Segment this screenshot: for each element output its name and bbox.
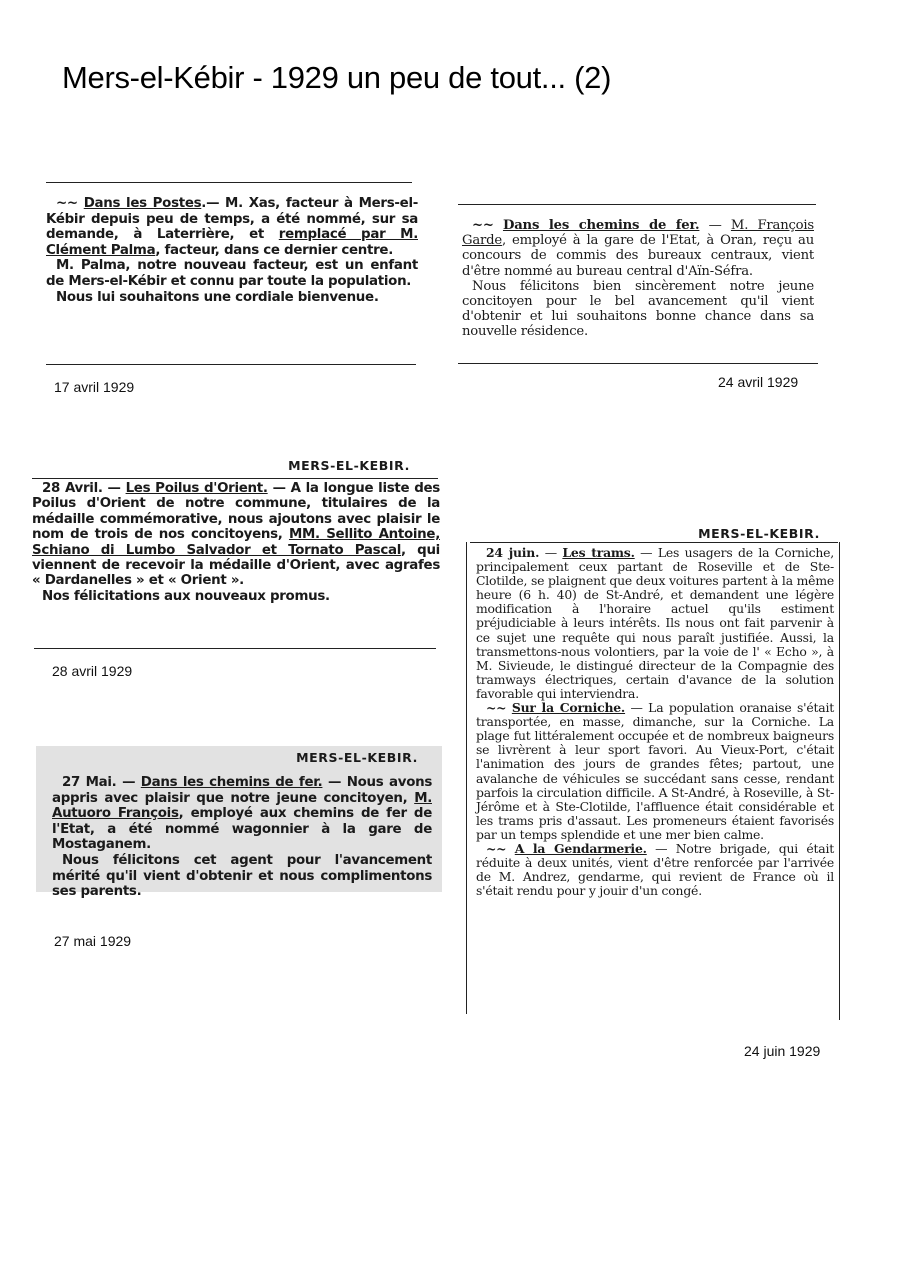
clip5-heading-gendarmerie: A la Gendarmerie. [514, 840, 647, 856]
clip2-paragraph-2: Nous félicitons bien sincèrement notre jeune concitoyen pour le bel avancement qu'il vient d'obtenir et lui souhaitons bonne chance dans sa nouvelle résidence. [462, 278, 814, 340]
clip1-date: 17 avril 1929 [54, 379, 135, 395]
ornament-icon: ~~ [486, 700, 507, 716]
clipping-autuoro [36, 746, 442, 900]
clip5-heading-trams: Les trams. [562, 545, 635, 560]
clip3-bottom-rule [34, 648, 436, 649]
clip4-dash: — [116, 775, 141, 790]
clip5-paragraph-2 [476, 701, 834, 842]
clip5-p1: — Les usagers de la Corniche, principalement ceux partant de Roseville et de Ste-Clotilde, se plaignent que deux voitures partent à la même heure (6 h. 40) de St-André, et demandent une légère modification à l'horaire actuel qu'ils estiment préjudiciable à leurs intérêts. Ils nous ont fait parvenir à ce sujet une requête qui nous paraît justifiée. Aussi, la transmettons-nous volontiers, par la voie de l' « Echo », à M. Sivieude, le distingué directeur de la Compagnie des tramways électriques, certain d'avance de la solution favorable qui interviendra. [476, 545, 834, 701]
clip2-p1-b: , employé à la gare de l'Etat, à Oran, reçu au concours de commis des bureaux centraux, vient d'être nommé au bureau central d'Aïn-Séfra. [462, 233, 814, 279]
clip4-p1-a: — Nous avons appris avec plaisir que notre jeune concitoyen, [52, 775, 432, 806]
clip1-paragraph-1 [46, 196, 418, 258]
clip5-dateline: 24 juin. [486, 545, 540, 560]
clip5-right-rule [839, 542, 840, 1020]
clip4-heading: Dans les chemins de fer. [140, 775, 323, 790]
clipping-poilus-orient [32, 458, 440, 604]
clip5-paragraph-3 [476, 842, 834, 898]
clip2-name: M. François Garde [462, 218, 814, 249]
clip3-top-rule [32, 478, 438, 479]
clip2-date: 24 avril 1929 [718, 374, 799, 390]
clip3-date: 28 avril 1929 [52, 663, 133, 679]
clip1-paragraph-3: Nous lui souhaitons une cordiale bienvenue. [56, 289, 379, 305]
ornament-icon: ~~ [472, 218, 494, 233]
clip5-p2: — La population oranaise s'était transportée, en masse, dimanche, sur la Corniche. La plage fut littéralement occupée et de nombreux baigneurs se livrèrent à leur sport favori. Au Vieux-Port, c'était l'animation des jours de grandes fêtes; partout, une avalanche de véhicules se succédant sans cesse, rendant parfois la circulation difficile. A St-André, à Roseville, à St-Jérôme et à Ste-Clotilde, l'affluence était considérable et les trams pris d'assaut. Les promeneurs étaient favorisés par un temps splendide et une mer bien calme. [476, 700, 834, 842]
clip5-left-rule [466, 542, 467, 1014]
clip4-headline: MERS-EL-KEBIR. [296, 750, 418, 765]
clip1-p1-a: .— M. Xas, facteur à Mers-el-Kébir depuis peu de temps, a été nommé, sur sa demande, à Laterrière, et [46, 196, 418, 243]
clip4-p1-b: , employé aux chemins de fer de l'Etat, a été nommé wagonnier à la gare de Mostaganem. [52, 806, 432, 853]
clipping-trams-corniche [470, 526, 842, 541]
clip1-bottom-rule [46, 364, 416, 365]
page-title: Mers-el-Kébir - 1929 un peu de tout... (2) [62, 60, 612, 95]
clip1-heading: Dans les Postes [83, 196, 202, 211]
clip3-names: MM. Sellito Antoine, Schiano di Lumbo Salvador et Tornato Pascal [32, 527, 440, 558]
clip3-p1-a: — A la longue liste des Poilus d'Orient de notre commune, titulaires de la médaille commémorative, nous ajoutons avec plaisir le nom de trois de nos concitoyens, [32, 481, 440, 543]
clip3-p1-b: , qui viennent de recevoir la médaille d'Orient, avec agrafes « Dardanelles » et « Orient ». [32, 542, 440, 589]
clip5-p3: — Notre brigade, qui était réduite à deux unités, vient d'être renforcée par l'arrivée de M. Andrez, gendarme, qui revient de France où il s'était rendu pour y jouir d'un congé. [476, 840, 835, 899]
clip4-paragraph-2: Nous félicitons cet agent pour l'avancement mérité qu'il vient d'obtenir et nous complimentons ses parents. [52, 852, 432, 900]
clip5-top-rule [470, 542, 838, 543]
clipping-chemins-de-fer-garde [462, 218, 814, 340]
clip1-paragraph-2: M. Palma, notre nouveau facteur, est un enfant de Mers-el-Kébir et connu par toute la population. [46, 258, 418, 289]
clip5-date: 24 juin 1929 [744, 1043, 821, 1059]
clip5-body [476, 546, 834, 898]
clip1-top-rule [46, 182, 412, 183]
clip3-dateline: 28 Avril. [42, 481, 103, 496]
ornament-icon: ~~ [56, 196, 78, 211]
clip2-heading: Dans les chemins de fer. [502, 218, 700, 233]
clipping-postes [46, 196, 418, 305]
clip4-date: 27 mai 1929 [54, 933, 132, 949]
clip2-paragraph-1 [462, 218, 814, 279]
clip4-name: M. Autuoro François [52, 790, 432, 822]
clip3-heading: Les Poilus d'Orient. [125, 481, 268, 496]
clip3-dash: — [102, 481, 126, 496]
clip5-headline: MERS-EL-KEBIR. [698, 526, 820, 541]
clip3-paragraph-2: Nos félicitations aux nouveaux promus. [42, 588, 330, 604]
clip5-dash: — [539, 545, 563, 560]
clip2-top-rule [458, 204, 816, 205]
clip3-paragraph-1 [32, 481, 440, 589]
clip5-heading-corniche: Sur la Corniche. [511, 700, 626, 716]
clip3-headline: MERS-EL-KEBIR. [288, 458, 410, 473]
clip2-bottom-rule [458, 363, 818, 364]
clip1-p1-underlined: remplacé par M. Clément Palma [46, 227, 418, 258]
clip5-paragraph-1 [476, 546, 834, 701]
clip1-p1-b: , facteur, dans ce dernier centre. [155, 242, 393, 258]
clip4-dateline: 27 Mai. [62, 775, 117, 790]
ornament-icon: ~~ [486, 840, 507, 856]
clip4-paragraph-1 [52, 775, 432, 853]
clip2-dash: — [699, 218, 731, 233]
